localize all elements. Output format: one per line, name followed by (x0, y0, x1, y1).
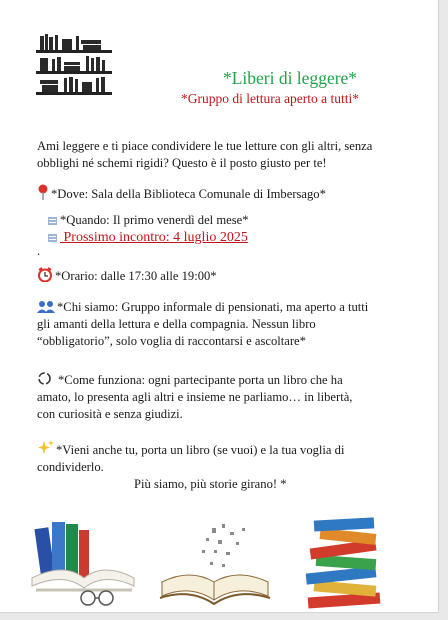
period-mark: . (37, 244, 41, 258)
orario-line (37, 267, 417, 285)
come-block (37, 371, 397, 423)
people-icon (37, 300, 55, 313)
open-book-illustration (156, 520, 274, 608)
notepad-icon (48, 233, 58, 243)
chi-siamo-block (37, 299, 417, 350)
vieni-line2: condividerlo. (37, 460, 104, 474)
pin-icon (37, 184, 49, 200)
page-title: *Liberi di leggere* (222, 68, 358, 88)
quando-text: *Quando: Il primo venerdì del mese* (60, 213, 249, 227)
prossimo-line (48, 229, 408, 247)
books-glasses-illustration (24, 520, 136, 608)
notepad-icon (48, 216, 58, 226)
alarm-clock-icon (37, 267, 53, 282)
orario-text: *Orario: dalle 17:30 alle 19:00* (55, 269, 217, 283)
intro-text: Ami leggere e ti piace condividere le tue letture con gli altri, senza obblighi né schemi rigidi? Questo è il posto giusto per te! (37, 139, 373, 170)
prossimo-incontro-link[interactable]: Prossimo incontro: 4 luglio 2025 (60, 230, 248, 245)
page-subtitle: *Gruppo di lettura aperto a tutti* (180, 91, 360, 106)
come-line2: amato, lo presenta agli altri e insieme ne parliamo… in libertà, (37, 390, 353, 404)
chi-siamo-line2: gli amanti della lettura e della compagnia. Nessun libro (37, 317, 316, 331)
dove-text: *Dove: Sala della Biblioteca Comunale di Imbersago* (51, 187, 326, 201)
sparkles-icon (37, 440, 54, 456)
dove-line (37, 184, 417, 203)
arrows-cycle-icon (37, 371, 52, 386)
vieni-line3: Più siamo, più storie girano! * (134, 477, 287, 491)
chi-siamo-line3: “obbligatorio”, solo voglia di raccontarsi e ascoltare* (37, 334, 306, 348)
book-stack-illustration (300, 515, 388, 609)
bookshelf-icon (34, 30, 114, 96)
vieni-block (37, 440, 397, 493)
chi-siamo-line1: *Chi siamo: Gruppo informale di pensionati, ma aperto a tutti (57, 300, 369, 314)
come-line3: con curiosità e senza giudizi. (37, 407, 183, 421)
come-line1: *Come funziona: ogni partecipante porta un libro che ha (58, 373, 343, 387)
vieni-line1: *Vieni anche tu, porta un libro (se vuoi) e la tua voglia di (56, 443, 345, 457)
quando-line (48, 212, 408, 229)
